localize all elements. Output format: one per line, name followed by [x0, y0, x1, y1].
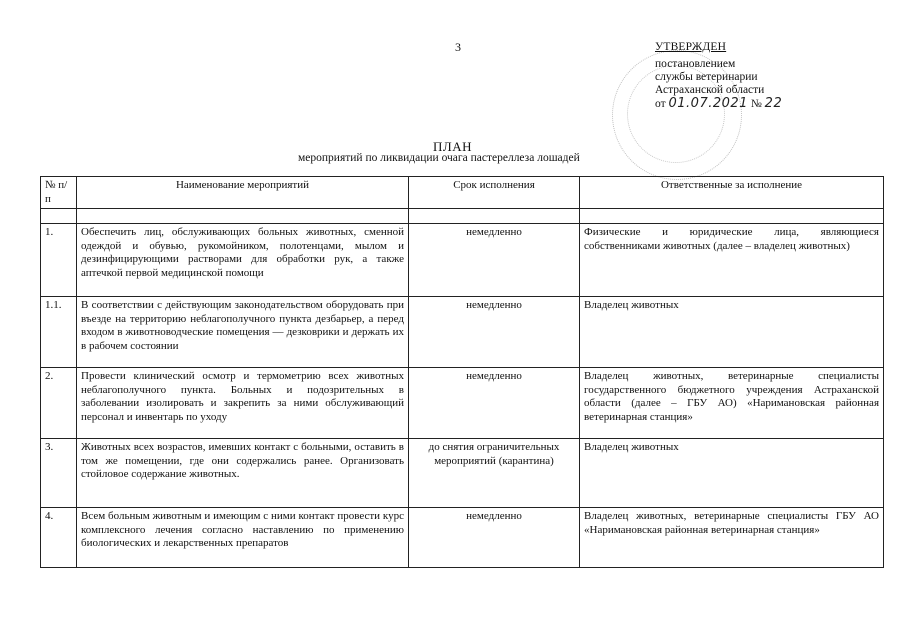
approval-line-1: постановлением — [655, 58, 736, 70]
row-num: 1. — [41, 224, 77, 297]
row-measure: Обеспечить лиц, обслуживающих больных животных, сменной одеждой и обувью, рукомойником, полотенцами, мылом и дезинфицирующими растворами для обработки рук, а также аптечкой первой медицинской помощи — [77, 224, 409, 297]
row-term: немедленно — [409, 368, 580, 439]
measures-table — [40, 176, 884, 568]
row-responsible: Владелец животных — [580, 297, 884, 368]
table-spacer-row — [41, 209, 884, 224]
page-number: 3 — [455, 40, 461, 54]
header-resp: Ответственные за исполнение — [580, 177, 884, 209]
row-responsible: Владелец животных — [580, 439, 884, 508]
table-row — [41, 297, 884, 368]
row-responsible: Владелец животных, ветеринарные специалисты ГБУ АО «Наримановская районная ветеринарная станция» — [580, 508, 884, 568]
row-term: немедленно — [409, 508, 580, 568]
handwritten-number: 22 — [764, 96, 783, 111]
row-responsible: Физические и юридические лица, являющиеся собственниками животных (далее – владелец животных) — [580, 224, 884, 297]
table-header-row — [41, 177, 884, 209]
row-measure: Провести клинический осмотр и термометрию всех животных неблагополучного пункта. Больных и подозрительных в заболевании изолировать и закрепить за ними обслуживающий персонал и инвентарь по уходу — [77, 368, 409, 439]
handwritten-date: 01.07.2021 — [668, 96, 748, 111]
date-prefix: от — [655, 98, 666, 110]
table-row — [41, 508, 884, 568]
row-num: 1.1. — [41, 297, 77, 368]
header-name: Наименование мероприятий — [77, 177, 409, 209]
row-term: немедленно — [409, 297, 580, 368]
row-num: 3. — [41, 439, 77, 508]
document-subtitle: мероприятий по ликвидации очага пастереллеза лошадей — [298, 152, 580, 164]
row-term: немедленно — [409, 224, 580, 297]
document-title: ПЛАН — [433, 139, 472, 154]
row-num: 2. — [41, 368, 77, 439]
row-measure: В соответствии с действующим законодательством оборудовать при въезде на территорию неблагополучного пункта дезбарьер, а перед входом в животноводческие помещения — дезковрики и держать их в рабочем состоянии — [77, 297, 409, 368]
header-term: Срок исполнения — [409, 177, 580, 209]
row-num: 4. — [41, 508, 77, 568]
row-measure: Животных всех возрастов, имевших контакт с больными, оставить в том же помещении, где они содержались ранее. Организовать стойловое содержание животных. — [77, 439, 409, 508]
approval-block — [655, 41, 782, 111]
approval-line-3: Астраханской области — [655, 84, 765, 96]
row-responsible: Владелец животных, ветеринарные специалисты государственного бюджетного учреждения Астраханской области (далее – ГБУ АО) «Наримановская районная ветеринарная станция» — [580, 368, 884, 439]
approval-title: УТВЕРЖДЕН — [655, 41, 727, 53]
table-row — [41, 224, 884, 297]
approval-date-line — [655, 97, 782, 111]
table-row — [41, 439, 884, 508]
header-num: № п/п — [41, 177, 77, 209]
row-measure: Всем больным животным и имеющим с ними контакт провести курс комплексного лечения согласно наставлению по применению биологических и лекарственных препаратов — [77, 508, 409, 568]
approval-line-2: службы ветеринарии — [655, 71, 758, 83]
table-row — [41, 368, 884, 439]
row-term: до снятия ограничительных мероприятий (карантина) — [409, 439, 580, 508]
number-prefix: № — [750, 98, 762, 110]
